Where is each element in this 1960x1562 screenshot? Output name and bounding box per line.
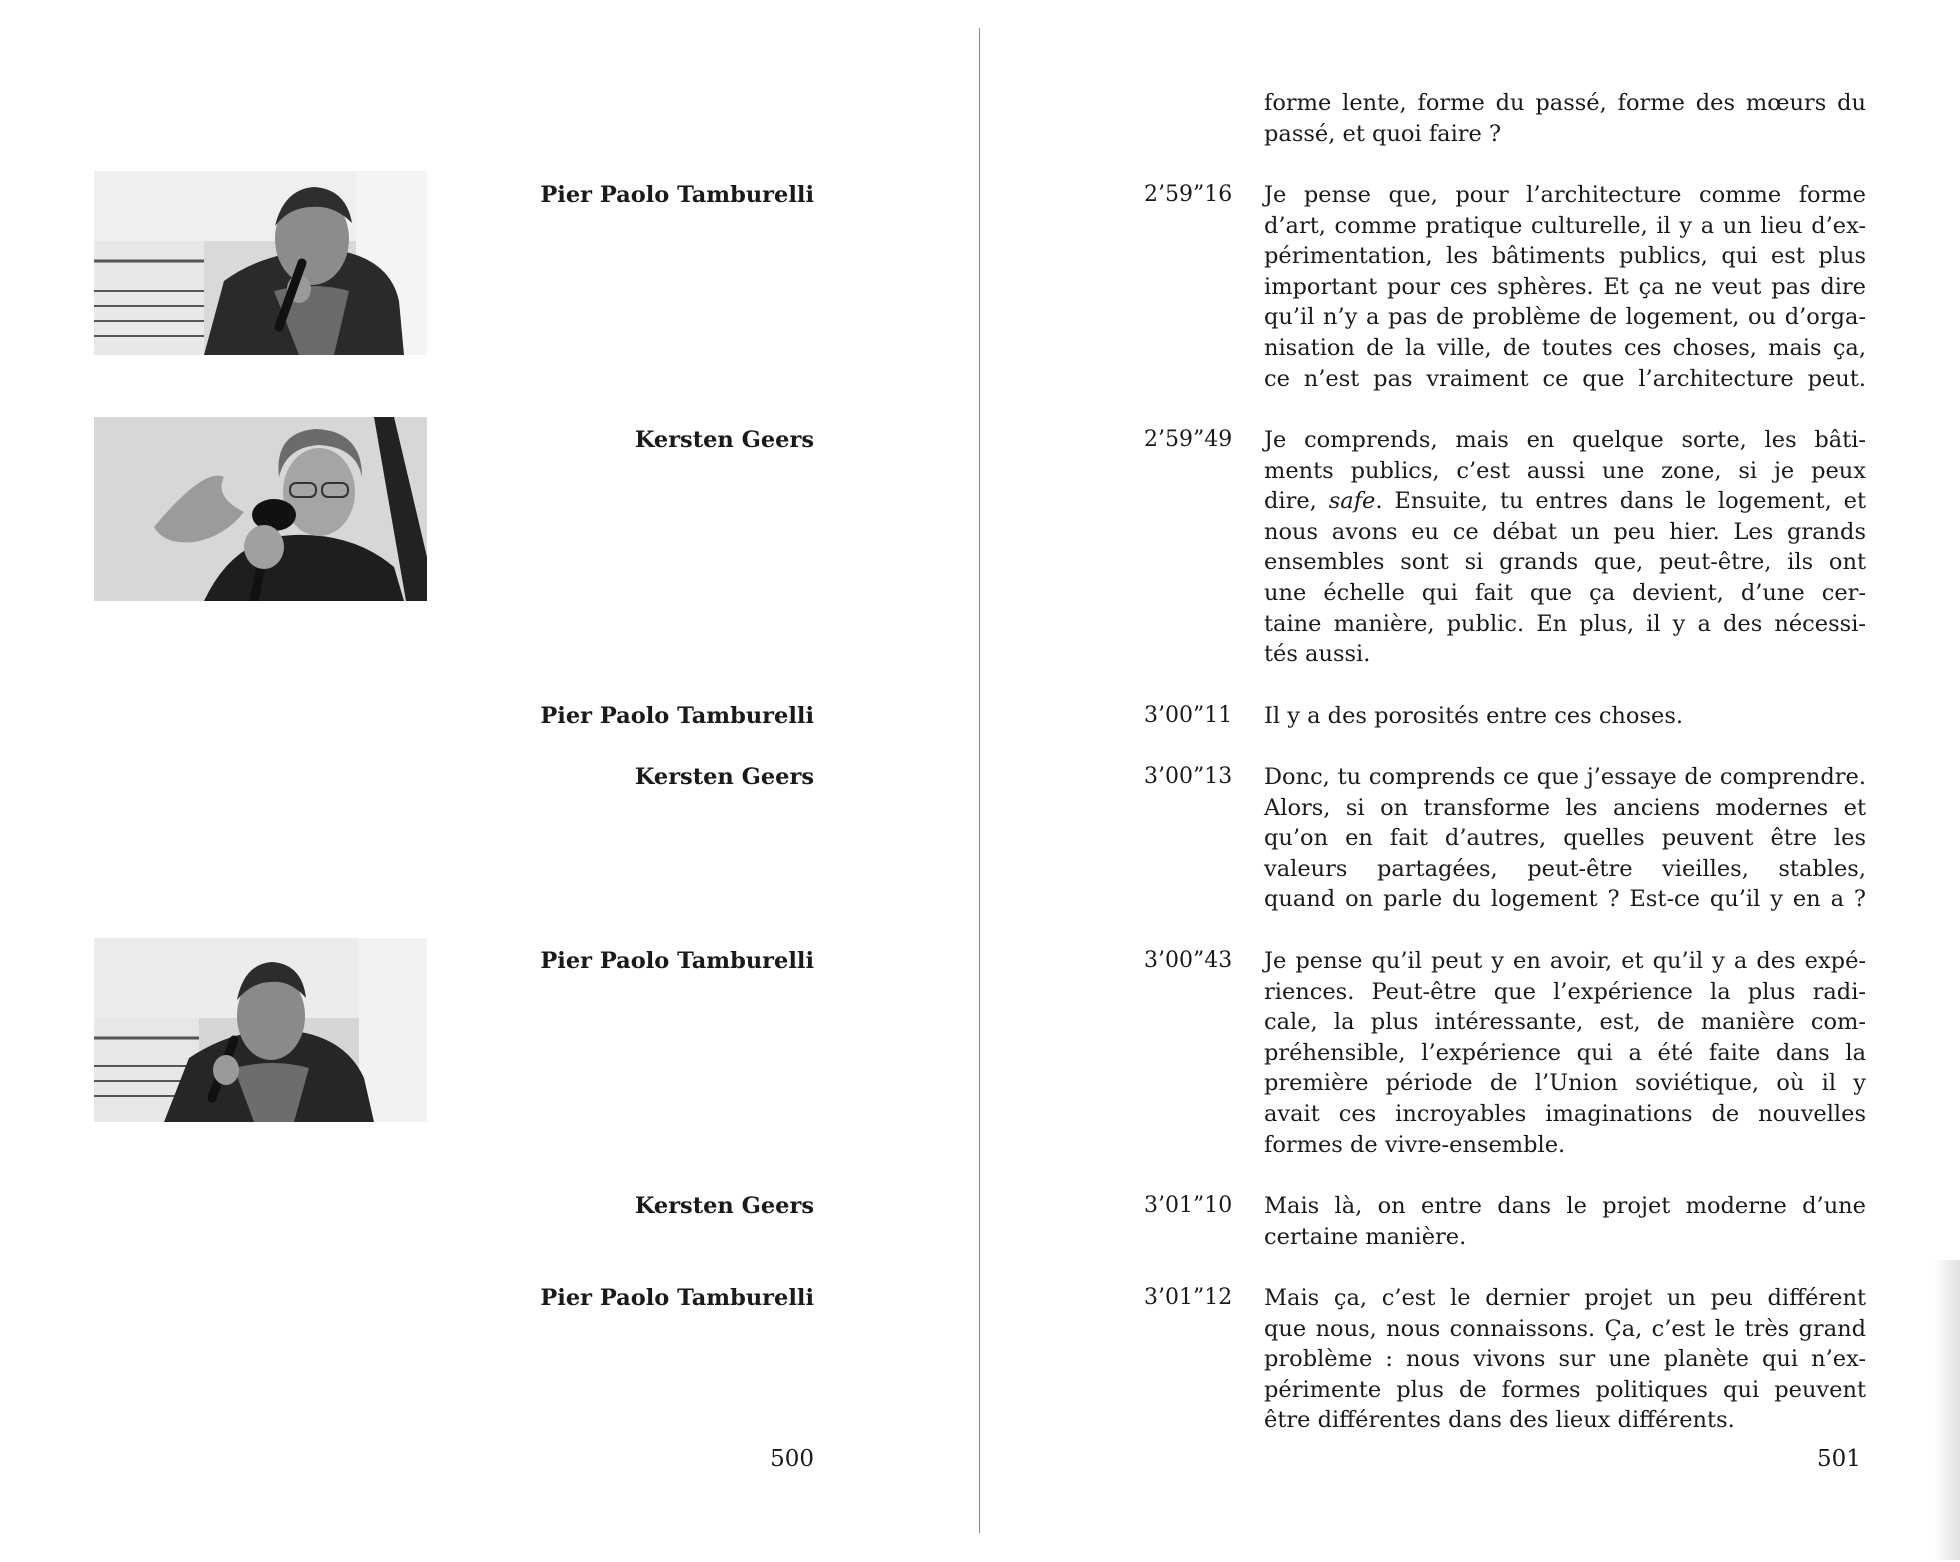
text-line: Donc, tu comprends ce que j’essaye de comprendre. <box>1264 764 1866 790</box>
transcript-paragraph <box>1264 1191 1866 1252</box>
transcript-paragraph <box>1264 946 1866 1160</box>
text-line: tés aussi. <box>1264 641 1371 668</box>
text-fragment: . Ensuite, tu entres dans le logement, et <box>1375 488 1866 515</box>
page-number-right: 501 <box>1817 1446 1861 1472</box>
text-line: passé, et quoi faire ? <box>1264 120 1502 147</box>
text-line: que nous, nous connaissons. Ça, c’est le très grand <box>1264 1315 1866 1342</box>
transcript-paragraph <box>1264 701 1866 732</box>
photo-geers <box>94 417 427 601</box>
text-line: forme lente, forme du passé, forme des mœurs du <box>1264 90 1866 116</box>
book-gutter <box>979 28 980 1533</box>
text-line: problème : nous vivons sur une planète qui n’ex- <box>1264 1346 1866 1373</box>
timestamp: 3’00”11 <box>1144 703 1233 728</box>
text-line: ce n’est pas vraiment ce que l’architecture peut. <box>1264 365 1866 392</box>
continuation-paragraph <box>1264 88 1866 149</box>
text-line: périmente plus de formes politiques qui peuvent <box>1264 1376 1866 1403</box>
timestamp: 3’01”10 <box>1144 1193 1233 1218</box>
page-edge-shadow <box>1934 1260 1960 1560</box>
page-number-left: 500 <box>770 1446 814 1472</box>
text-line: Je pense qu’il peut y en avoir, et qu’il y a des expé- <box>1264 948 1866 974</box>
text-line: riences. Peut-être que l’expérience la plus radi- <box>1264 978 1866 1005</box>
transcript-paragraph <box>1264 762 1866 915</box>
text-line: première période de l’Union soviétique, où il y <box>1264 1070 1866 1097</box>
timestamp: 3’00”13 <box>1144 764 1233 789</box>
timestamp: 2’59”16 <box>1144 182 1233 207</box>
photo-tamburelli-2-image <box>94 938 427 1122</box>
transcript-paragraph <box>1264 180 1866 394</box>
text-line: qu’il n’y a pas de problème de logement, ou d’orga- <box>1264 304 1866 331</box>
text-line: certaine manière. <box>1264 1223 1467 1250</box>
text-line: qu’on en fait d’autres, quelles peuvent être les <box>1264 825 1866 852</box>
photo-tamburelli-1 <box>94 171 427 355</box>
text-line: une échelle qui fait que ça devient, d’une cer- <box>1264 579 1866 606</box>
timestamp: 3’00”43 <box>1144 948 1233 973</box>
photo-tamburelli-1-image <box>94 171 427 355</box>
text-fragment: dire, <box>1264 488 1329 515</box>
timestamp: 3’01”12 <box>1144 1285 1233 1310</box>
photo-geers-image <box>94 417 427 601</box>
italic-word: safe <box>1328 488 1376 515</box>
text-line: important pour ces sphères. Et ça ne veut pas dire <box>1264 273 1866 300</box>
speaker-name: Kersten Geers <box>634 427 814 453</box>
text-line: cale, la plus intéressante, est, de manière com- <box>1264 1009 1866 1036</box>
text-line: avait ces incroyables imaginations de nouvelles <box>1264 1100 1866 1127</box>
text-line: périmentation, les bâtiments publics, qui est plus <box>1264 243 1866 270</box>
text-line: Mais là, on entre dans le projet moderne d’une <box>1264 1193 1866 1219</box>
text-line: d’art, comme pratique culturelle, il y a un lieu d’ex- <box>1264 212 1866 239</box>
speaker-name: Pier Paolo Tamburelli <box>540 1285 814 1311</box>
text-line: Il y a des porosités entre ces choses. <box>1264 703 1684 729</box>
text-line: nous avons eu ce débat un peu hier. Les grands <box>1264 518 1866 545</box>
text-line: être différentes dans des lieux différents. <box>1264 1407 1735 1434</box>
text-line: ments publics, c’est aussi une zone, si je peux <box>1264 457 1866 484</box>
text-line: taine manière, public. En plus, il y a des nécessi- <box>1264 610 1866 637</box>
text-line: ensembles sont si grands que, peut-être, ils ont <box>1264 549 1866 576</box>
speaker-name: Kersten Geers <box>634 1193 814 1219</box>
text-line: Mais ça, c’est le dernier projet un peu différent <box>1264 1285 1866 1311</box>
text-line: formes de vivre-ensemble. <box>1264 1131 1566 1158</box>
timestamp: 2’59”49 <box>1144 427 1233 452</box>
text-line: valeurs partagées, peut-être vieilles, stables, <box>1264 855 1866 882</box>
text-line: nisation de la ville, de toutes ces choses, mais ça, <box>1264 334 1866 361</box>
text-line <box>1264 486 1866 517</box>
speaker-name: Pier Paolo Tamburelli <box>540 948 814 974</box>
text-line: Alors, si on transforme les anciens modernes et <box>1264 794 1866 821</box>
speaker-name: Pier Paolo Tamburelli <box>540 182 814 208</box>
text-line: Je pense que, pour l’architecture comme forme <box>1264 182 1866 208</box>
text-line: Je comprends, mais en quelque sorte, les bâti- <box>1264 427 1866 453</box>
speaker-name: Kersten Geers <box>634 764 814 790</box>
photo-tamburelli-2 <box>94 938 427 1122</box>
speaker-name: Pier Paolo Tamburelli <box>540 703 814 729</box>
text-line: quand on parle du logement ? Est-ce qu’il y en a ? <box>1264 886 1866 913</box>
transcript-paragraph <box>1264 425 1866 670</box>
transcript-paragraph <box>1264 1283 1866 1436</box>
text-line: préhensible, l’expérience qui a été faite dans la <box>1264 1039 1866 1066</box>
